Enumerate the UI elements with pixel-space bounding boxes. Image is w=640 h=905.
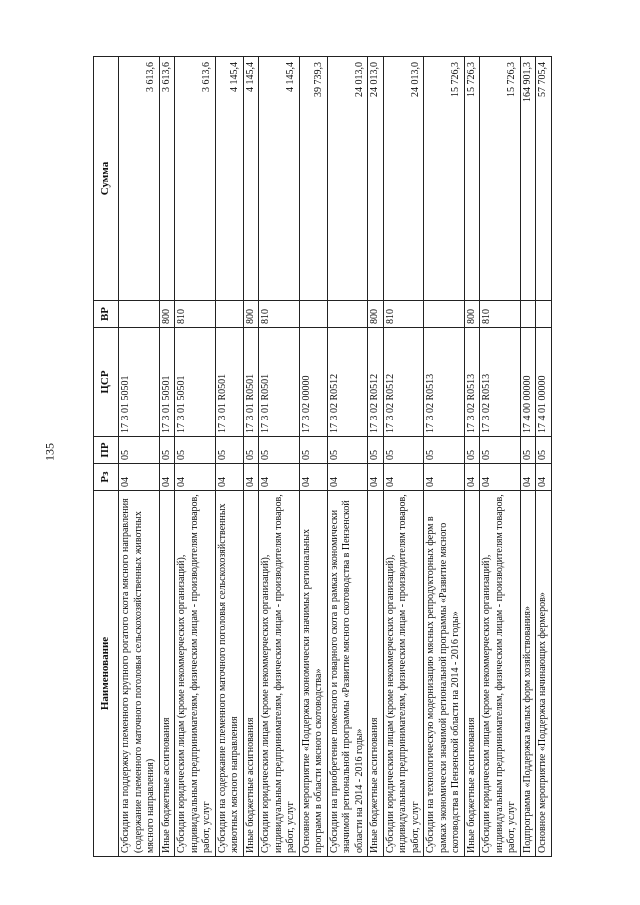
table-row xyxy=(424,57,465,857)
cell-name: Иные бюджетные ассигнования xyxy=(464,491,480,857)
cell-pr: 05 xyxy=(520,437,536,464)
cell-pr: 05 xyxy=(159,437,175,464)
table-row xyxy=(299,57,327,857)
cell-rz: 04 xyxy=(520,464,536,491)
cell-vr: 810 xyxy=(175,301,216,328)
cell-rz: 04 xyxy=(464,464,480,491)
cell-pr: 05 xyxy=(464,437,480,464)
cell-sum: 39 739,3 xyxy=(299,57,327,301)
cell-sum: 15 726,3 xyxy=(480,57,521,301)
cell-vr: 810 xyxy=(383,301,424,328)
cell-sum: 15 726,3 xyxy=(424,57,465,301)
table-row xyxy=(368,57,384,857)
cell-pr: 05 xyxy=(383,437,424,464)
cell-csr: 17 3 01 50501 xyxy=(159,328,175,437)
table-row xyxy=(215,57,243,857)
cell-pr: 05 xyxy=(215,437,243,464)
cell-csr: 17 3 02 R0513 xyxy=(480,328,521,437)
table-row xyxy=(159,57,175,857)
cell-sum: 3 613,6 xyxy=(175,57,216,301)
table-row xyxy=(327,57,368,857)
cell-rz: 04 xyxy=(327,464,368,491)
header-sum: Сумма xyxy=(94,57,119,301)
cell-csr: 17 3 01 50501 xyxy=(175,328,216,437)
cell-sum: 24 013,0 xyxy=(368,57,384,301)
cell-vr xyxy=(424,301,465,328)
cell-rz: 04 xyxy=(243,464,259,491)
cell-csr: 17 3 01 50501 xyxy=(119,328,160,437)
cell-pr: 05 xyxy=(368,437,384,464)
cell-name: Субсидии юридическим лицам (кроме некоммерческих организаций), индивидуальным предпринимателям, физическим лицам - производителям товаров, работ, услуг xyxy=(480,491,521,857)
cell-name: Основное мероприятие «Поддержка начинающих фермеров» xyxy=(536,491,552,857)
cell-csr: 17 3 02 00000 xyxy=(299,328,327,437)
cell-rz: 04 xyxy=(536,464,552,491)
cell-pr: 05 xyxy=(243,437,259,464)
cell-rz: 04 xyxy=(368,464,384,491)
cell-sum: 24 013,0 xyxy=(383,57,424,301)
cell-csr: 17 3 01 R0501 xyxy=(259,328,300,437)
cell-vr xyxy=(520,301,536,328)
table-row xyxy=(520,57,536,857)
page-number: 135 xyxy=(42,443,57,461)
cell-vr: 810 xyxy=(259,301,300,328)
table-row xyxy=(243,57,259,857)
cell-name: Иные бюджетные ассигнования xyxy=(243,491,259,857)
cell-sum: 4 145,4 xyxy=(243,57,259,301)
cell-pr: 05 xyxy=(175,437,216,464)
cell-vr xyxy=(536,301,552,328)
cell-pr: 05 xyxy=(299,437,327,464)
cell-name: Субсидии на приобретение помесного и товарного скота в рамках экономически значимой региональной программы «Развитие мясного скотоводства в Пензенской области на 2014 - 2016 годы» xyxy=(327,491,368,857)
cell-sum: 4 145,4 xyxy=(215,57,243,301)
cell-rz: 04 xyxy=(215,464,243,491)
cell-vr: 800 xyxy=(159,301,175,328)
cell-sum: 3 613,6 xyxy=(159,57,175,301)
header-pr: ПР xyxy=(94,437,119,464)
cell-name: Субсидии на технологическую модернизацию мясных репродукторных ферм в рамках экономически значимой региональной программы «Развитие мясного скотоводства в Пензенской области на 2014 - 2016 годы» xyxy=(424,491,465,857)
cell-pr: 05 xyxy=(536,437,552,464)
table-header-row xyxy=(94,57,119,857)
table-row xyxy=(383,57,424,857)
cell-rz: 04 xyxy=(175,464,216,491)
table-row xyxy=(175,57,216,857)
cell-sum: 164 901,3 xyxy=(520,57,536,301)
cell-rz: 04 xyxy=(480,464,521,491)
cell-name: Основное мероприятие «Поддержка экономически значимых региональных программ в области мясного скотоводства» xyxy=(299,491,327,857)
cell-rz: 04 xyxy=(424,464,465,491)
cell-csr: 17 4 00 00000 xyxy=(520,328,536,437)
cell-rz: 04 xyxy=(119,464,160,491)
cell-rz: 04 xyxy=(383,464,424,491)
cell-pr: 05 xyxy=(259,437,300,464)
cell-name: Субсидии юридическим лицам (кроме некоммерческих организаций), индивидуальным предпринимателям, физическим лицам - производителям товаров, работ, услуг xyxy=(259,491,300,857)
cell-rz: 04 xyxy=(259,464,300,491)
cell-sum: 4 145,4 xyxy=(259,57,300,301)
cell-vr xyxy=(327,301,368,328)
cell-sum: 15 726,3 xyxy=(464,57,480,301)
cell-csr: 17 3 02 R0512 xyxy=(383,328,424,437)
cell-csr: 17 3 01 R0501 xyxy=(215,328,243,437)
cell-vr: 800 xyxy=(464,301,480,328)
budget-table xyxy=(93,56,552,857)
cell-pr: 05 xyxy=(327,437,368,464)
cell-vr: 800 xyxy=(368,301,384,328)
cell-vr: 800 xyxy=(243,301,259,328)
budget-table-rotated xyxy=(93,57,563,857)
cell-sum: 57 705,4 xyxy=(536,57,552,301)
header-rz: Рз xyxy=(94,464,119,491)
cell-csr: 17 4 01 00000 xyxy=(536,328,552,437)
cell-csr: 17 3 02 R0512 xyxy=(327,328,368,437)
cell-name: Субсидии на поддержку племенного крупного рогатого скота мясного направления (содержание племенного маточного поголовья сельскохозяйственных животных мясного направления) xyxy=(119,491,160,857)
table-row xyxy=(464,57,480,857)
cell-pr: 05 xyxy=(119,437,160,464)
cell-pr: 05 xyxy=(424,437,465,464)
cell-rz: 04 xyxy=(159,464,175,491)
cell-pr: 05 xyxy=(480,437,521,464)
table-row xyxy=(536,57,552,857)
header-vr: ВР xyxy=(94,301,119,328)
cell-csr: 17 3 02 R0513 xyxy=(464,328,480,437)
table-row xyxy=(480,57,521,857)
header-csr: ЦСР xyxy=(94,328,119,437)
cell-csr: 17 3 02 R0512 xyxy=(368,328,384,437)
cell-name: Субсидии юридическим лицам (кроме некоммерческих организаций), индивидуальным предпринимателям, физическим лицам - производителям товаров, работ, услуг xyxy=(175,491,216,857)
cell-vr xyxy=(215,301,243,328)
cell-vr xyxy=(119,301,160,328)
cell-name: Субсидии на содержание племенного маточного поголовья сельскохозяйственных животных мясного направления xyxy=(215,491,243,857)
header-name: Наименование xyxy=(94,491,119,857)
cell-csr: 17 3 02 R0513 xyxy=(424,328,465,437)
cell-rz: 04 xyxy=(299,464,327,491)
table-row xyxy=(119,57,160,857)
cell-name: Подпрограмма «Поддержка малых форм хозяйствования» xyxy=(520,491,536,857)
cell-name: Субсидии юридическим лицам (кроме некоммерческих организаций), индивидуальным предпринимателям, физическим лицам - производителям товаров, работ, услуг xyxy=(383,491,424,857)
cell-csr: 17 3 01 R0501 xyxy=(243,328,259,437)
cell-sum: 24 013,0 xyxy=(327,57,368,301)
cell-sum: 3 613,6 xyxy=(119,57,160,301)
cell-name: Иные бюджетные ассигнования xyxy=(368,491,384,857)
cell-vr: 810 xyxy=(480,301,521,328)
cell-name: Иные бюджетные ассигнования xyxy=(159,491,175,857)
cell-vr xyxy=(299,301,327,328)
table-row xyxy=(259,57,300,857)
